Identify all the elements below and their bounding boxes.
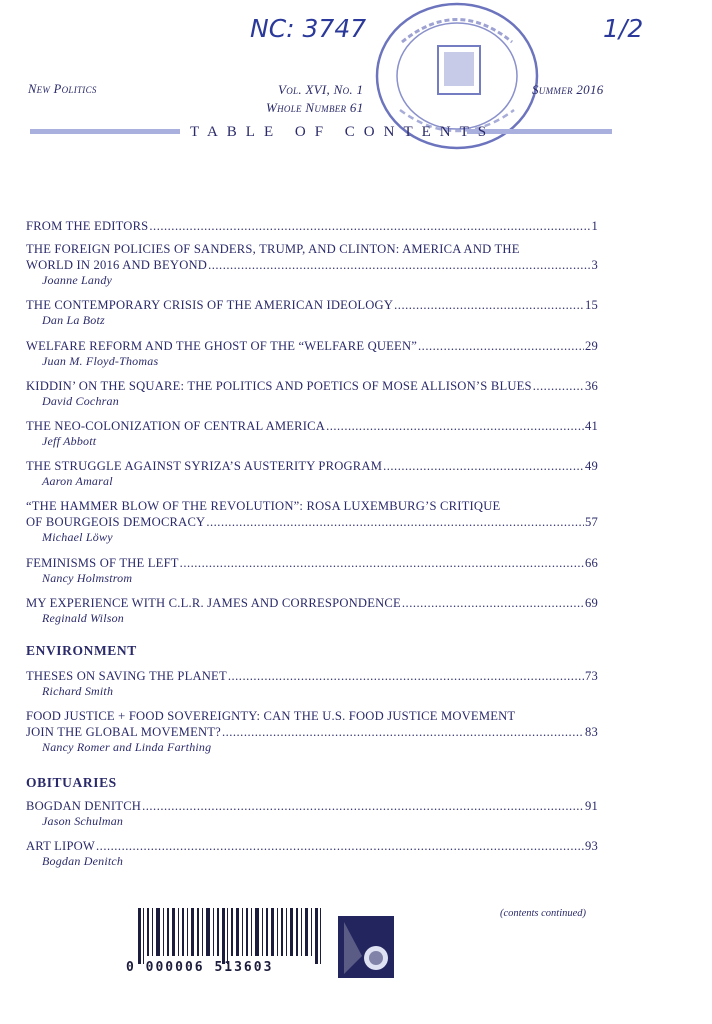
- page-number: 3: [591, 258, 598, 272]
- toc-entry: “THE HAMMER BLOW OF THE REVOLUTION”: ROSA LUXEMBURG’S CRITIQUE OF BOURGEOIS DEMOCRACY ..... 57 Michael Löwy: [26, 498, 598, 544]
- issue-season: Summer 2016: [532, 82, 604, 97]
- header-rule-left: [30, 129, 180, 134]
- toc-entry: MY EXPERIENCE WITH C.L.R. JAMES AND CORRESPONDENCE ..... 69 Reginald Wilson: [26, 595, 598, 625]
- page-number: 36: [585, 379, 598, 393]
- entry-author: Juan M. Floyd-Thomas: [42, 354, 159, 368]
- whole-number: Whole Number 61: [266, 100, 364, 115]
- toc-entry: BOGDAN DENITCH ..... 91 Jason Schulman: [26, 798, 598, 828]
- entry-author: Jason Schulman: [42, 814, 124, 828]
- entry-author: Nancy Holmstrom: [42, 571, 133, 585]
- section-heading-environment: ENVIRONMENT: [26, 643, 137, 658]
- entry-author: Dan La Botz: [42, 313, 105, 327]
- volume-number: Vol. XVI, No. 1: [278, 82, 364, 97]
- barcode: [134, 908, 329, 966]
- page-number: 15: [585, 298, 598, 312]
- section-heading-obituaries: OBITUARIES: [26, 775, 117, 790]
- entry-author: Bogdan Denitch: [42, 854, 124, 868]
- page-number: 1: [591, 219, 598, 233]
- contents-continued-note: (contents continued): [500, 908, 587, 919]
- entry-author: David Cochran: [42, 394, 119, 408]
- page-number: 49: [585, 459, 598, 473]
- entry-author: Richard Smith: [42, 684, 114, 698]
- entry-author: Jeff Abbott: [42, 434, 97, 448]
- toc-entry: THE CONTEMPORARY CRISIS OF THE AMERICAN IDEOLOGY ..... 15 Dan La Botz: [26, 297, 598, 327]
- toc-entry: THE FOREIGN POLICIES OF SANDERS, TRUMP, AND CLINTON: AMERICA AND THE WORLD IN 2016 AND BEYOND ..... 3 Joanne Landy: [26, 241, 598, 287]
- page-number: 41: [585, 419, 598, 433]
- page-number: 57: [585, 515, 598, 529]
- entry-author: Michael Löwy: [42, 530, 113, 544]
- page-number: 73: [585, 669, 598, 683]
- entry-author: Aaron Amaral: [42, 474, 113, 488]
- handwritten-fraction: 1/2: [603, 14, 644, 43]
- entry-author: Joanne Landy: [42, 273, 113, 287]
- entry-author: Nancy Romer and Linda Farthing: [42, 740, 212, 754]
- publisher-logo: [338, 916, 398, 982]
- page-number: 29: [585, 339, 598, 353]
- toc-entry: FROM THE EDITORS ..... 1: [26, 218, 598, 234]
- handwritten-code: NC: 3747: [250, 14, 367, 43]
- toc-entry: ART LIPOW ..... 93 Bogdan Denitch: [26, 838, 598, 868]
- toc-entry: KIDDIN’ ON THE SQUARE: THE POLITICS AND POETICS OF MOSE ALLISON’S BLUES ..... 36 David Cochran: [26, 378, 598, 408]
- toc-title: TABLE OF CONTENTS: [190, 124, 496, 140]
- toc-entry: THE STRUGGLE AGAINST SYRIZA’S AUSTERITY PROGRAM ..... 49 Aaron Amaral: [26, 458, 598, 488]
- toc-entry: FOOD JUSTICE + FOOD SOVEREIGNTY: CAN THE U.S. FOOD JUSTICE MOVEMENT JOIN THE GLOBAL MOVEMENT? ..... 83 Nancy Romer and Linda Farthing: [26, 708, 598, 754]
- page-number: 66: [585, 556, 598, 570]
- toc-entry: THESES ON SAVING THE PLANET ..... 73 Richard Smith: [26, 668, 598, 698]
- page-number: 83: [585, 725, 598, 739]
- page-number: 69: [585, 596, 598, 610]
- entry-title-line: “THE HAMMER BLOW OF THE REVOLUTION”: ROSA LUXEMBURG’S CRITIQUE: [26, 499, 501, 513]
- entry-title-line: THE FOREIGN POLICIES OF SANDERS, TRUMP, AND CLINTON: AMERICA AND THE: [26, 242, 520, 256]
- toc-entry: THE NEO-COLONIZATION OF CENTRAL AMERICA ..... 41 Jeff Abbott: [26, 418, 598, 448]
- page-number: 93: [585, 839, 598, 853]
- journal-name: New Politics: [28, 82, 97, 96]
- entry-author: Reginald Wilson: [42, 611, 124, 625]
- toc-entry: WELFARE REFORM AND THE GHOST OF THE “WELFARE QUEEN” ..... 29 Juan M. Floyd-Thomas: [26, 338, 598, 368]
- toc-entry: FEMINISMS OF THE LEFT ..... 66 Nancy Holmstrom: [26, 555, 598, 585]
- entry-title-line: FOOD JUSTICE + FOOD SOVEREIGNTY: CAN THE U.S. FOOD JUSTICE MOVEMENT: [26, 709, 516, 723]
- barcode-number: 0 000006 513603: [126, 960, 274, 975]
- page-number: 91: [585, 799, 598, 813]
